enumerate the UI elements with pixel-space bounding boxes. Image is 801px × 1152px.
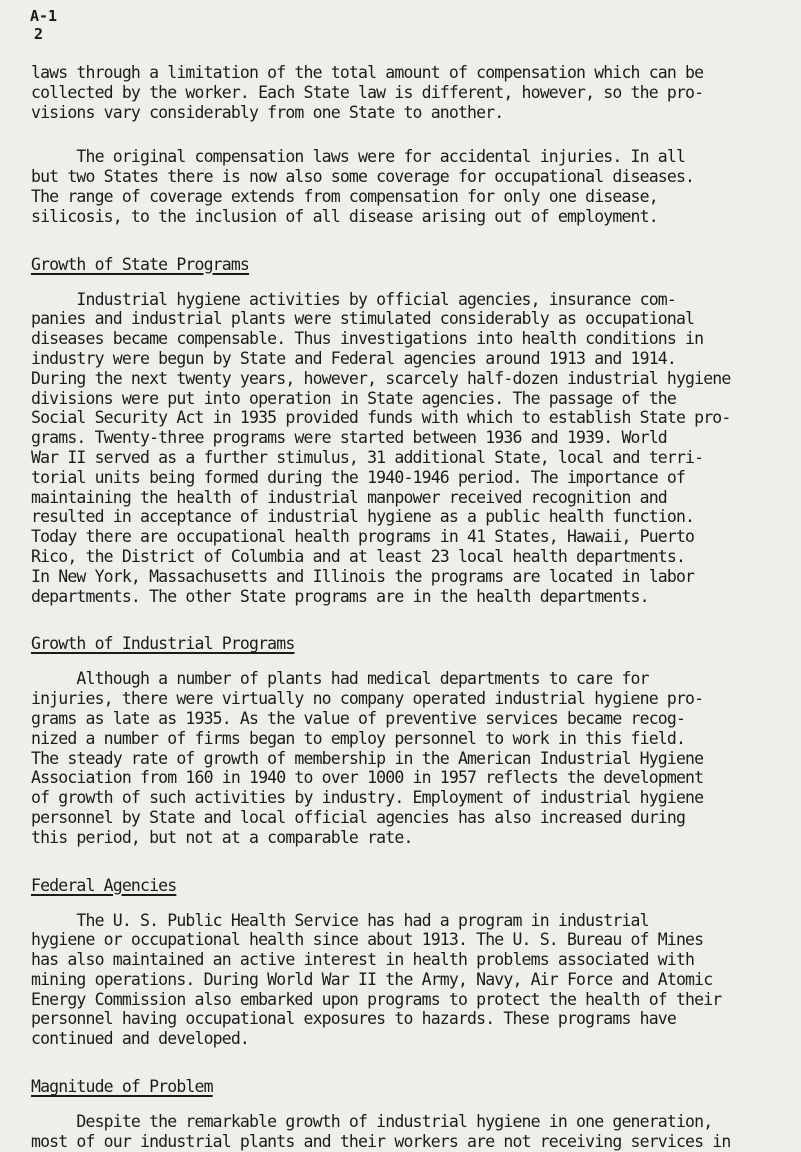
spacer: [31, 122, 791, 147]
text-line: most of our industrial plants and their workers are not receiving services in: [31, 1131, 731, 1151]
text-line: Although a number of plants had medical departments to care for: [31, 669, 649, 689]
page-number: 2: [34, 25, 44, 43]
text-line: Social Security Act in 1935 provided funds with which to establish State pro-: [31, 408, 731, 428]
text-line: During the next twenty years, however, scarcely half-dozen industrial hygiene: [31, 368, 731, 388]
text-line: continued and developed.: [31, 1029, 250, 1049]
text-line: In New York, Massachusetts and Illinois the programs are located in labor: [31, 566, 695, 586]
document-body: [31, 63, 791, 1152]
text-line: nized a number of firms began to employ personnel to work in this field.: [31, 728, 686, 748]
spacer: [31, 1096, 791, 1112]
text-line: but two States there is now also some coverage for occupational diseases.: [31, 167, 695, 187]
text-line: divisions were put into operation in State agencies. The passage of the: [31, 388, 676, 408]
text-line: Industrial hygiene activities by official agencies, insurance com-: [31, 289, 676, 309]
text-line: Energy Commission also embarked upon programs to protect the health of their: [31, 989, 722, 1009]
text-line: collected by the worker. Each State law is different, however, so the pro-: [31, 82, 704, 102]
text-line: panies and industrial plants were stimulated considerably as occupational: [31, 309, 695, 329]
spacer: [31, 1049, 791, 1077]
section-heading-text: Growth of Industrial Programs: [31, 634, 295, 654]
section-heading-text: Growth of State Programs: [31, 254, 250, 274]
spacer: [31, 606, 791, 634]
section-heading: [31, 1077, 791, 1096]
text-line: War II served as a further stimulus, 31 additional State, local and terri-: [31, 447, 704, 467]
text-line: silicosis, to the inclusion of all disease arising out of employment.: [31, 206, 658, 226]
page-identifier: A-1: [30, 7, 58, 25]
text-line: Association from 160 in 1940 to over 1000 in 1957 reflects the development: [31, 768, 704, 788]
text-line: has also maintained an active interest in health problems associated with: [31, 950, 695, 970]
text-line: The range of coverage extends from compensation for only one disease,: [31, 186, 658, 206]
text-line: of growth of such activities by industry. Employment of industrial hygiene: [31, 788, 704, 808]
spacer: [31, 848, 791, 876]
spacer: [31, 653, 791, 669]
text-line: Today there are occupational health programs in 41 States, Hawaii, Puerto: [31, 527, 695, 547]
text-line: The original compensation laws were for accidental injuries. In all: [31, 147, 686, 167]
spacer: [31, 274, 791, 290]
text-line: Despite the remarkable growth of industrial hygiene in one generation,: [31, 1112, 713, 1132]
text-line: personnel by State and local official agencies has also increased during: [31, 807, 686, 827]
paragraph: [31, 147, 791, 226]
text-line: industry were begun by State and Federal agencies around 1913 and 1914.: [31, 348, 676, 368]
text-line: injuries, there were virtually no company operated industrial hygiene pro-: [31, 689, 704, 709]
text-line: this period, but not at a comparable rate.: [31, 827, 413, 847]
text-line: personnel having occupational exposures to hazards. These programs have: [31, 1009, 676, 1029]
text-line: diseases became compensable. Thus investigations into health conditions in: [31, 329, 704, 349]
section-heading-text: Magnitude of Problem: [31, 1077, 213, 1097]
paragraph: [31, 669, 791, 847]
text-line: grams as late as 1935. As the value of preventive services became recog-: [31, 708, 686, 728]
section-heading: [31, 634, 791, 653]
text-line: Rico, the District of Columbia and at least 23 local health departments.: [31, 546, 686, 566]
text-line: laws through a limitation of the total amount of compensation which can be: [31, 63, 704, 82]
text-line: resulted in acceptance of industrial hygiene as a public health function.: [31, 507, 695, 527]
spacer: [31, 895, 791, 911]
paragraph: [31, 1112, 791, 1152]
text-line: The steady rate of growth of membership in the American Industrial Hygiene: [31, 748, 704, 768]
text-line: mining operations. During World War II the Army, Navy, Air Force and Atomic: [31, 969, 713, 989]
section-heading: [31, 255, 791, 274]
paragraph: [31, 911, 791, 1050]
spacer: [31, 227, 791, 255]
text-line: torial units being formed during the 1940-1946 period. The importance of: [31, 467, 686, 487]
text-line: grams. Twenty-three programs were started between 1936 and 1939. World: [31, 428, 667, 448]
section-heading-text: Federal Agencies: [31, 875, 177, 895]
text-line: hygiene or occupational health since about 1913. The U. S. Bureau of Mines: [31, 930, 704, 950]
paragraph: [31, 290, 791, 607]
section-heading: [31, 876, 791, 895]
text-line: visions vary considerably from one State to another.: [31, 102, 504, 122]
text-line: departments. The other State programs are in the health departments.: [31, 586, 649, 606]
paragraph: [31, 63, 791, 122]
text-line: maintaining the health of industrial manpower received recognition and: [31, 487, 667, 507]
text-line: The U. S. Public Health Service has had a program in industrial: [31, 910, 649, 930]
